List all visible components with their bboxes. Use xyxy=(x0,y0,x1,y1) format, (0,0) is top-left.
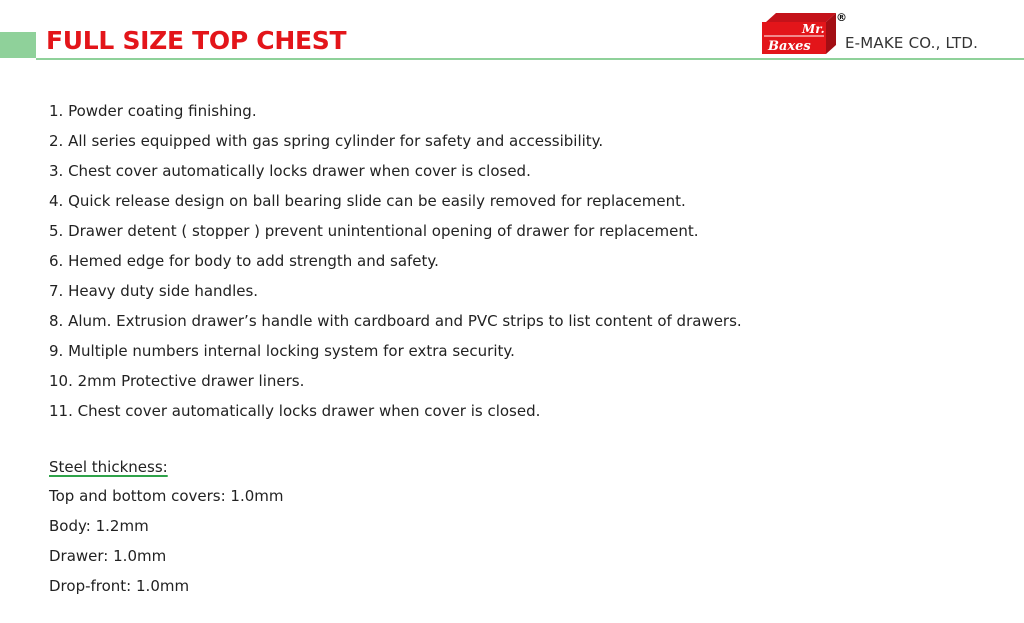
feature-item: 1. Powder coating finishing. xyxy=(49,102,257,120)
feature-item: 6. Hemed edge for body to add strength and safety. xyxy=(49,252,439,270)
header-divider xyxy=(36,58,1024,60)
feature-item: 4. Quick release design on ball bearing slide can be easily removed for replacement. xyxy=(49,192,686,210)
steel-item: Body: 1.2mm xyxy=(49,517,149,535)
logo-text-top: Mr. xyxy=(802,22,825,36)
header-accent-bar xyxy=(0,32,36,58)
registered-mark: ® xyxy=(836,11,847,24)
feature-list xyxy=(49,96,742,426)
steel-item: Drop-front: 1.0mm xyxy=(49,577,190,595)
page-title: FULL SIZE TOP CHEST xyxy=(46,26,347,55)
feature-item: 9. Multiple numbers internal locking system for extra security. xyxy=(49,342,515,360)
feature-item: 3. Chest cover automatically locks drawer when cover is closed. xyxy=(49,162,531,180)
logo-box-icon xyxy=(760,8,848,58)
feature-item: 5. Drawer detent ( stopper ) prevent unintentional opening of drawer for replacement. xyxy=(49,222,699,240)
steel-item: Drawer: 1.0mm xyxy=(49,547,167,565)
feature-item: 7. Heavy duty side handles. xyxy=(49,282,259,300)
feature-item: 10. 2mm Protective drawer liners. xyxy=(49,372,305,390)
feature-item: 8. Alum. Extrusion drawer’s handle with cardboard and PVC strips to list content of drawers. xyxy=(49,312,742,330)
feature-item: 11. Chest cover automatically locks drawer when cover is closed. xyxy=(49,402,541,420)
company-name: E-MAKE CO., LTD. xyxy=(845,34,979,52)
brand-logo xyxy=(760,8,848,58)
steel-item: Top and bottom covers: 1.0mm xyxy=(49,487,284,505)
feature-item: 2. All series equipped with gas spring cylinder for safety and accessibility. xyxy=(49,132,604,150)
logo-text-bottom: Baxes xyxy=(768,39,811,54)
steel-thickness-heading: Steel thickness: xyxy=(49,458,168,476)
steel-thickness-list xyxy=(49,481,284,601)
